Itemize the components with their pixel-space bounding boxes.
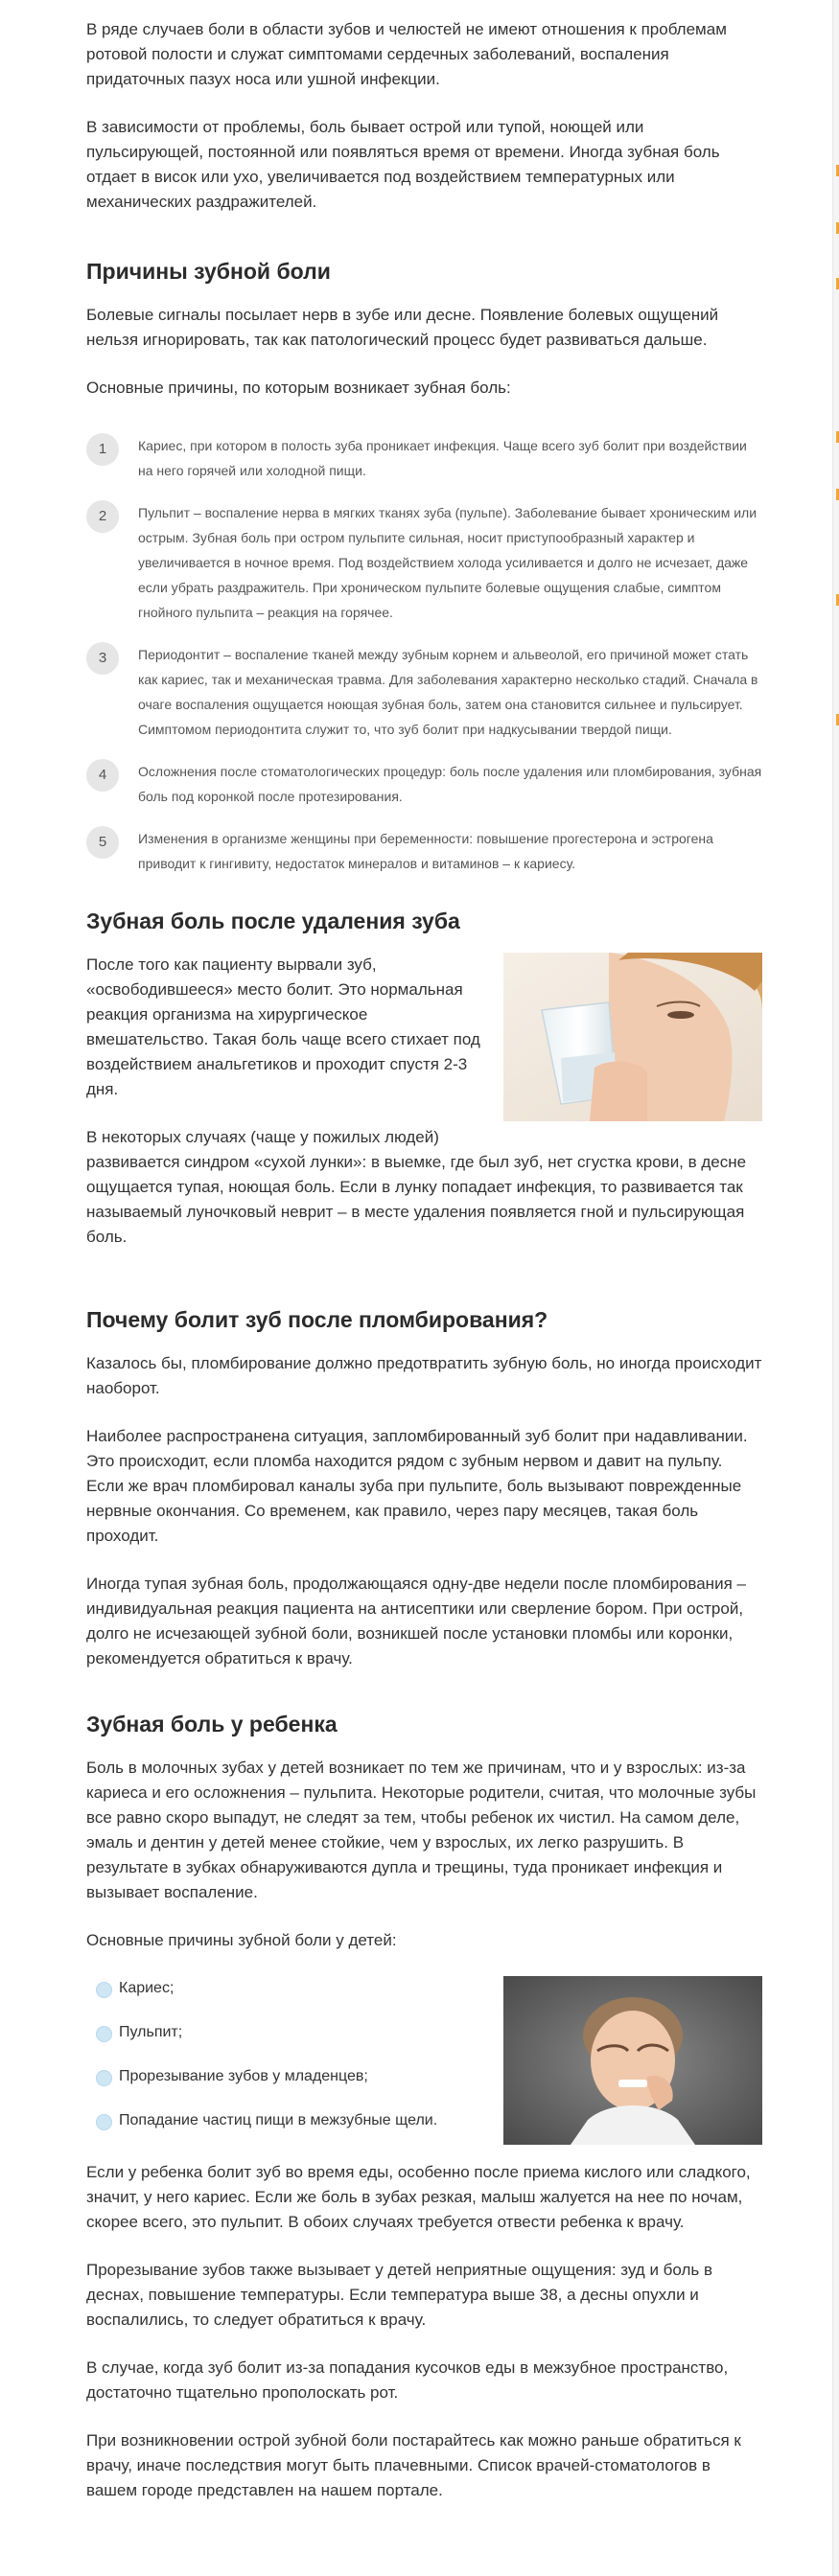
causes-heading: Причины зубной боли [86,259,331,284]
filling-paragraph: Иногда тупая зубная боль, продолжающаяся одну-две недели после пломбирования – индивидуальная реакция пациента на антисептики или сверление бором. При острой, долго не исчезающей зубной боли, возникшей после установки пломбы или коронки, рекомендуется обратиться к врачу. [86,1575,746,1668]
child-paragraph: Основные причины зубной боли у детей: [86,1931,397,1949]
causes-paragraph: Основные причины, по которым возникает зубная боль: [86,379,511,397]
intro-section [86,17,762,215]
list-item-text: Периодонтит – воспаление тканей между зубным корнем и альвеолой, его причиной может стать как кариес, так и механическая травма. Для заболевания характерно несколько стадий. Сначала в очаге воспаления ощущается ноющая зубная боль, затем она становится сильнее и пульсирует. Симптомом периодонтита служит то, что зуб болит при надкусывании твердой пищи. [138,647,758,737]
intro-paragraph: В ряде случаев боли в области зубов и челюстей не имеют отношения к проблемам ротовой полости и служат симптомами сердечных заболеваний, воспаления придаточных пазух носа или ушной инфекции. [86,20,727,88]
bullet-icon [96,2070,112,2086]
list-item-text: Кариес, при котором в полость зуба проникает инфекция. Чаще всего зуб болит при воздействии на него горячей или холодной пищи. [138,438,747,478]
list-number-badge: 2 [86,500,119,533]
child-paragraph: Боль в молочных зубах у детей возникает по тем же причинам, что и у взрослых: из-за кариеса и его осложнения – пульпита. Некоторые родители, считая, что молочные зубы все равно скоро выпадут, не следят за тем, чтобы ребенок их чистил. На самом деле, эмаль и дентин у детей менее стойкие, чем у взрослых, их легко разрушить. В результате в зубках обнаруживаются дупла и трещины, туда проникает инфекция и вызывает воспаление. [86,1759,757,1901]
list-item-text: Прорезывание зубов у младенцев; [119,2068,368,2084]
filling-heading: Почему болит зуб после пломбирования? [86,1307,548,1332]
list-item-text: Осложнения после стоматологических процедур: боль после удаления или пломбирования, зубная боль под коронкой после протезирования. [138,764,762,804]
list-item [86,433,762,483]
list-item [86,2064,762,2089]
list-number-badge: 1 [86,433,119,466]
list-item-text: Пульпит; [119,2024,183,2040]
list-item [86,2020,762,2045]
child-paragraph: При возникновении острой зубной боли постарайтесь как можно раньше обратиться к врачу, иначе последствия могут быть плачевными. Список врачей-стоматологов в вашем городе представлен на нашем портале. [86,2431,741,2499]
bullet-icon [96,2114,112,2130]
child-heading: Зубная боль у ребенка [86,1712,338,1736]
causes-paragraph: Болевые сигналы посылает нерв в зубе или десне. Появление болевых ощущений нельзя игнорировать, так как патологический процесс будет развиваться дальше. [86,306,719,349]
extraction-heading: Зубная боль после удаления зуба [86,908,460,933]
list-number-badge: 5 [86,826,119,859]
list-item [86,2108,762,2133]
list-item [86,826,762,876]
causes-numbered-list [86,433,762,876]
list-item [86,759,762,809]
list-number-badge: 4 [86,759,119,792]
child-paragraph: В случае, когда зуб болит из-за попадания кусочков еды в межзубное пространство, достаточно тщательно прополоскать рот. [86,2358,729,2402]
extraction-paragraph: После того как пациенту вырвали зуб, «освободившееся» место болит. Это нормальная реакция организма на хирургическое вмешательство. Такая боль чаще всего стихает под воздействием анальгетиков и проходит спустя 2-3 дня. [86,955,480,1098]
extraction-section [86,907,762,1273]
list-item-text: Кариес; [119,1980,175,1996]
list-item-text: Пульпит – воспаление нерва в мягких тканях зуба (пульпе). Заболевание бывает хроническим или острым. Зубная боль при остром пульпите сильная, носит приступообразный характер и увеличивается в ночное время. Под воздействием холода усиливается и долго не исчезает, даже если убрать раздражитель. При хроническом пульпите болевые ощущения слабые, симптом гнойного пульпита – реакция на горячее. [138,505,757,620]
list-item [86,1976,762,2001]
child-section [86,1710,762,2503]
list-item-text: Изменения в организме женщины при беременности: повышение прогестерона и эстрогена приводит к гингивиту, недостаток минералов и витаминов – к кариесу. [138,831,713,871]
filling-paragraph: Казалось бы, пломбирование должно предотвратить зубную боль, но иногда происходит наоборот. [86,1354,762,1397]
list-item [86,500,762,625]
filling-paragraph: Наиболее распространена ситуация, запломбированный зуб болит при надавливании. Это происходит, если пломба находится рядом с зубным нервом и давит на пульпу. Если же врач пломбировал каналы зуба при пульпите, боль вызывают поврежденные нервные окончания. Со временем, как правило, через пару месяцев, такая боль проходит. [86,1427,748,1545]
list-number-badge: 3 [86,642,119,675]
bullet-icon [96,2026,112,2042]
bullet-icon [96,1982,112,1998]
list-item-text: Попадание частиц пищи в межзубные щели. [119,2112,438,2128]
child-paragraph: Если у ребенка болит зуб во время еды, особенно после приема кислого или сладкого, значит, у него кариес. Если же боль в зубах резкая, малыш жалуется на нее по ночам, скорее всего, это пульпит. В обоих случаях требуется отвести ребенка к врачу. [86,2163,751,2231]
filling-section [86,1305,762,1671]
extraction-paragraph: В некоторых случаях (чаще у пожилых людей) развивается синдром «сухой лунки»: в выемке, где был зуб, нет сгустка крови, в десне ощущается тупая, ноющая боль. Если в лунку попадает инфекция, то развивается так называемый луночковый неврит – в месте удаления появляется гной и пульсирующая боль. [86,1128,747,1246]
list-item [86,642,762,742]
causes-section [86,257,762,876]
intro-paragraph: В зависимости от проблемы, боль бывает острой или тупой, ноющей или пульсирующей, постоянной или появляться время от времени. Иногда зубная боль отдает в висок или ухо, увеличивается под воздействием температурных или механических раздражителей. [86,118,720,211]
woman-drinking-water-image [503,953,762,1121]
child-paragraph: Прорезывание зубов также вызывает у детей неприятные ощущения: зуд и боль в деснах, повышение температуры. Если температура выше 38, а десны опухли и воспалились, то следует обратиться к врачу. [86,2261,713,2329]
right-sidebar-edge [832,0,839,2576]
article [86,0,762,2526]
